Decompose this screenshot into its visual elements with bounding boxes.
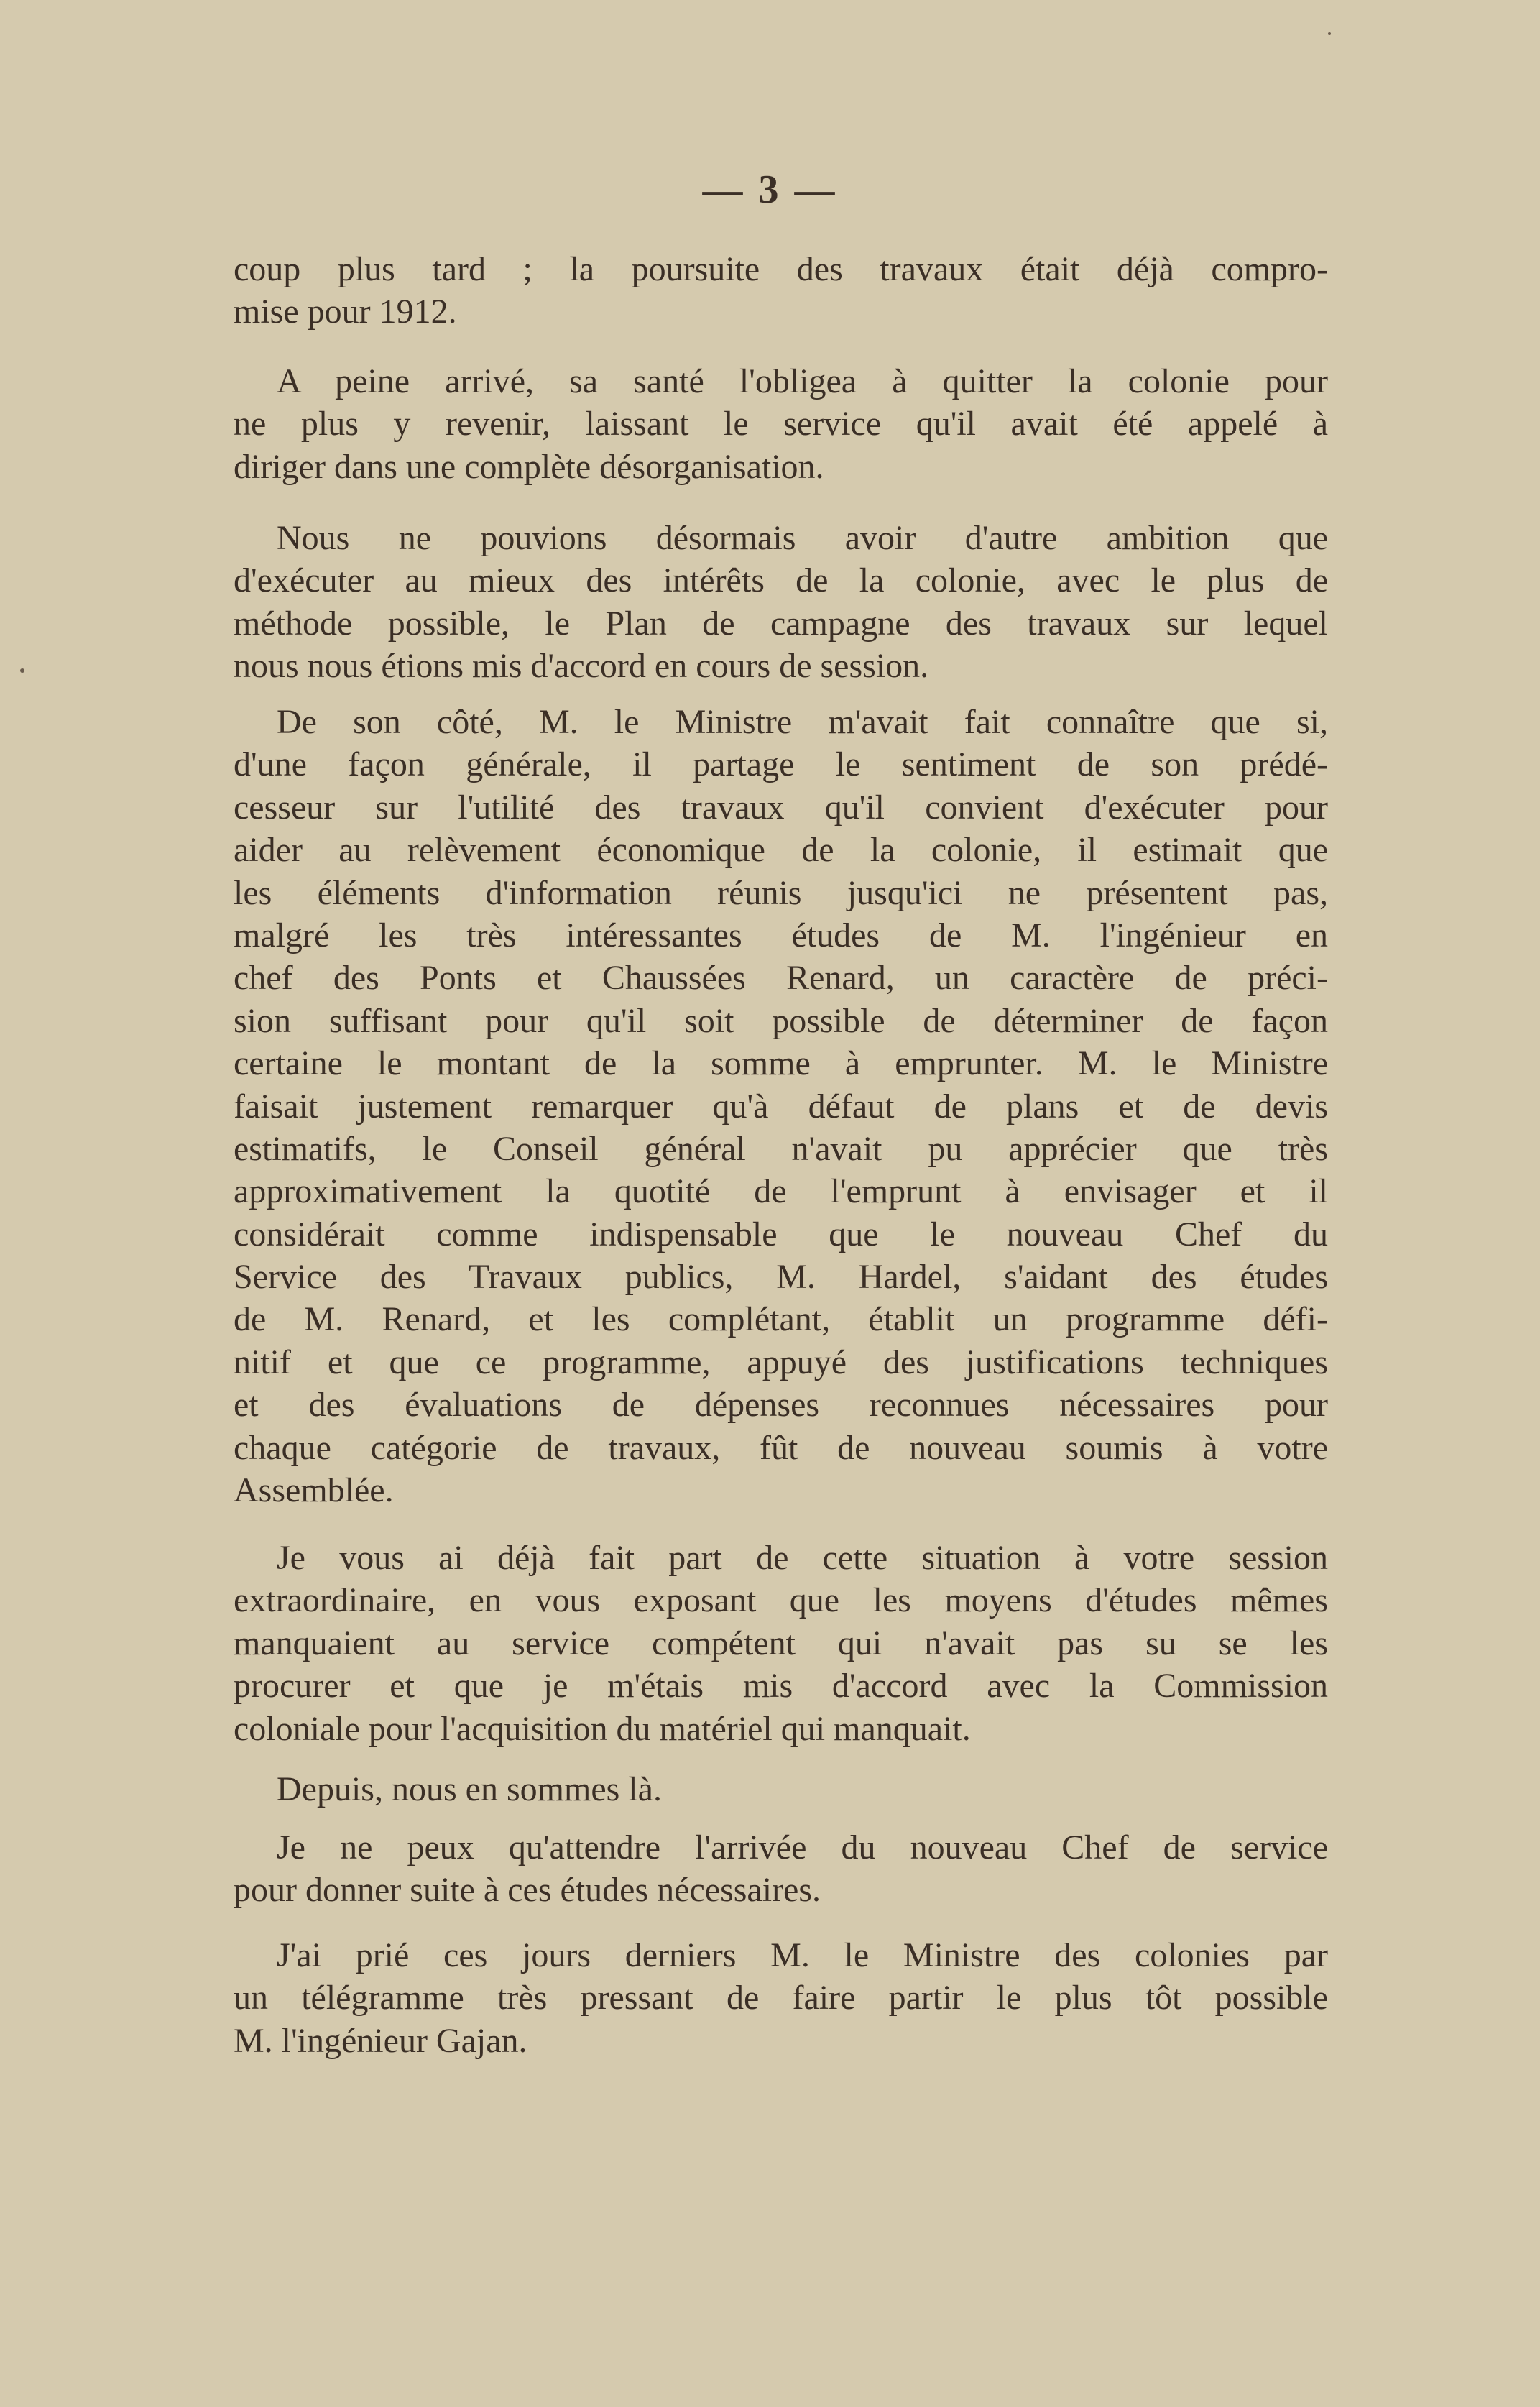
text-line: Je vous ai déjà fait part de cette situation à votre session — [277, 1539, 1328, 1577]
text-line: aider au relèvement économique de la colonie, il estimait que — [234, 831, 1328, 870]
text-line: de M. Renard, et les complétant, établit un programme défi- — [234, 1300, 1328, 1339]
text-line: méthode possible, le Plan de campagne des travaux sur lequel — [234, 604, 1328, 643]
text-line: certaine le montant de la somme à emprunter. M. le Ministre — [234, 1044, 1328, 1083]
paragraph — [234, 1826, 1328, 1912]
text-line: J'ai prié ces jours derniers M. le Ministre des colonies par — [277, 1936, 1328, 1974]
text-line: pour donner suite à ces études nécessaires. — [234, 1871, 821, 1910]
text-line: estimatifs, le Conseil général n'avait pu apprécier que très — [234, 1129, 1328, 1168]
paragraph — [234, 701, 1328, 1511]
text-line: faisait justement remarquer qu'à défaut de plans et de devis — [234, 1087, 1328, 1126]
text-line: nous nous étions mis d'accord en cours de session. — [234, 647, 929, 686]
text-line: extraordinaire, en vous exposant que les moyens d'études mêmes — [234, 1581, 1328, 1620]
text-line: chef des Ponts et Chaussées Renard, un caractère de préci- — [234, 959, 1328, 998]
text-line: mise pour 1912. — [234, 293, 457, 331]
text-line: Je ne peux qu'attendre l'arrivée du nouveau Chef de service — [277, 1828, 1328, 1867]
text-line: procurer et que je m'étais mis d'accord avec la Commission — [234, 1667, 1328, 1706]
text-line: De son côté, M. le Ministre m'avait fait connaître que si, — [277, 703, 1328, 741]
paragraph — [234, 1934, 1328, 2062]
text-line: coup plus tard ; la poursuite des travaux était déjà compro- — [234, 250, 1328, 288]
scan-speck — [1328, 32, 1331, 35]
text-line: considérait comme indispensable que le nouveau Chef du — [234, 1215, 1328, 1253]
text-line: cesseur sur l'utilité des travaux qu'il convient d'exécuter pour — [234, 788, 1328, 827]
text-line: d'exécuter au mieux des intérêts de la colonie, avec le plus de — [234, 561, 1328, 600]
text-line: un télégramme très pressant de faire partir le plus tôt possible — [234, 1979, 1328, 2017]
paragraph — [234, 360, 1328, 488]
text-line: A peine arrivé, sa santé l'obligea à quitter la colonie pour — [277, 362, 1328, 400]
text-line: chaque catégorie de travaux, fût de nouveau soumis à votre — [234, 1428, 1328, 1467]
text-line: nitif et que ce programme, appuyé des justifications techniques — [234, 1343, 1328, 1381]
paragraph — [234, 517, 1328, 688]
page-number: — 3 — — [702, 167, 838, 212]
text-line: d'une façon générale, il partage le sentiment de son prédé- — [234, 745, 1328, 784]
text-line: coloniale pour l'acquisition du matériel qui manquait. — [234, 1709, 971, 1748]
paragraph — [234, 248, 1328, 333]
text-line: Assemblée. — [234, 1471, 394, 1510]
paragraph — [234, 1537, 1328, 1750]
text-line: Service des Travaux publics, M. Hardel, s'aidant des études — [234, 1258, 1328, 1297]
text-line: malgré les très intéressantes études de M. l'ingénieur en — [234, 916, 1328, 954]
paragraph — [234, 1768, 1328, 1810]
text-line: M. l'ingénieur Gajan. — [234, 2021, 527, 2060]
text-line: sion suffisant pour qu'il soit possible de déterminer de façon — [234, 1001, 1328, 1040]
text-line: et des évaluations de dépenses reconnues nécessaires pour — [234, 1386, 1328, 1425]
text-line: ne plus y revenir, laissant le service qu'il avait été appelé à — [234, 405, 1328, 443]
text-line: approximativement la quotité de l'emprunt à envisager et il — [234, 1172, 1328, 1211]
text-line: Nous ne pouvions désormais avoir d'autre ambition que — [277, 519, 1328, 557]
text-line: manquaient au service compétent qui n'avait pas su se les — [234, 1624, 1328, 1662]
text-line: Depuis, nous en sommes là. — [277, 1770, 662, 1808]
scan-speck — [20, 668, 24, 673]
text-line: diriger dans une complète désorganisation. — [234, 447, 824, 486]
text-line: les éléments d'information réunis jusqu'ici ne présentent pas, — [234, 873, 1328, 912]
